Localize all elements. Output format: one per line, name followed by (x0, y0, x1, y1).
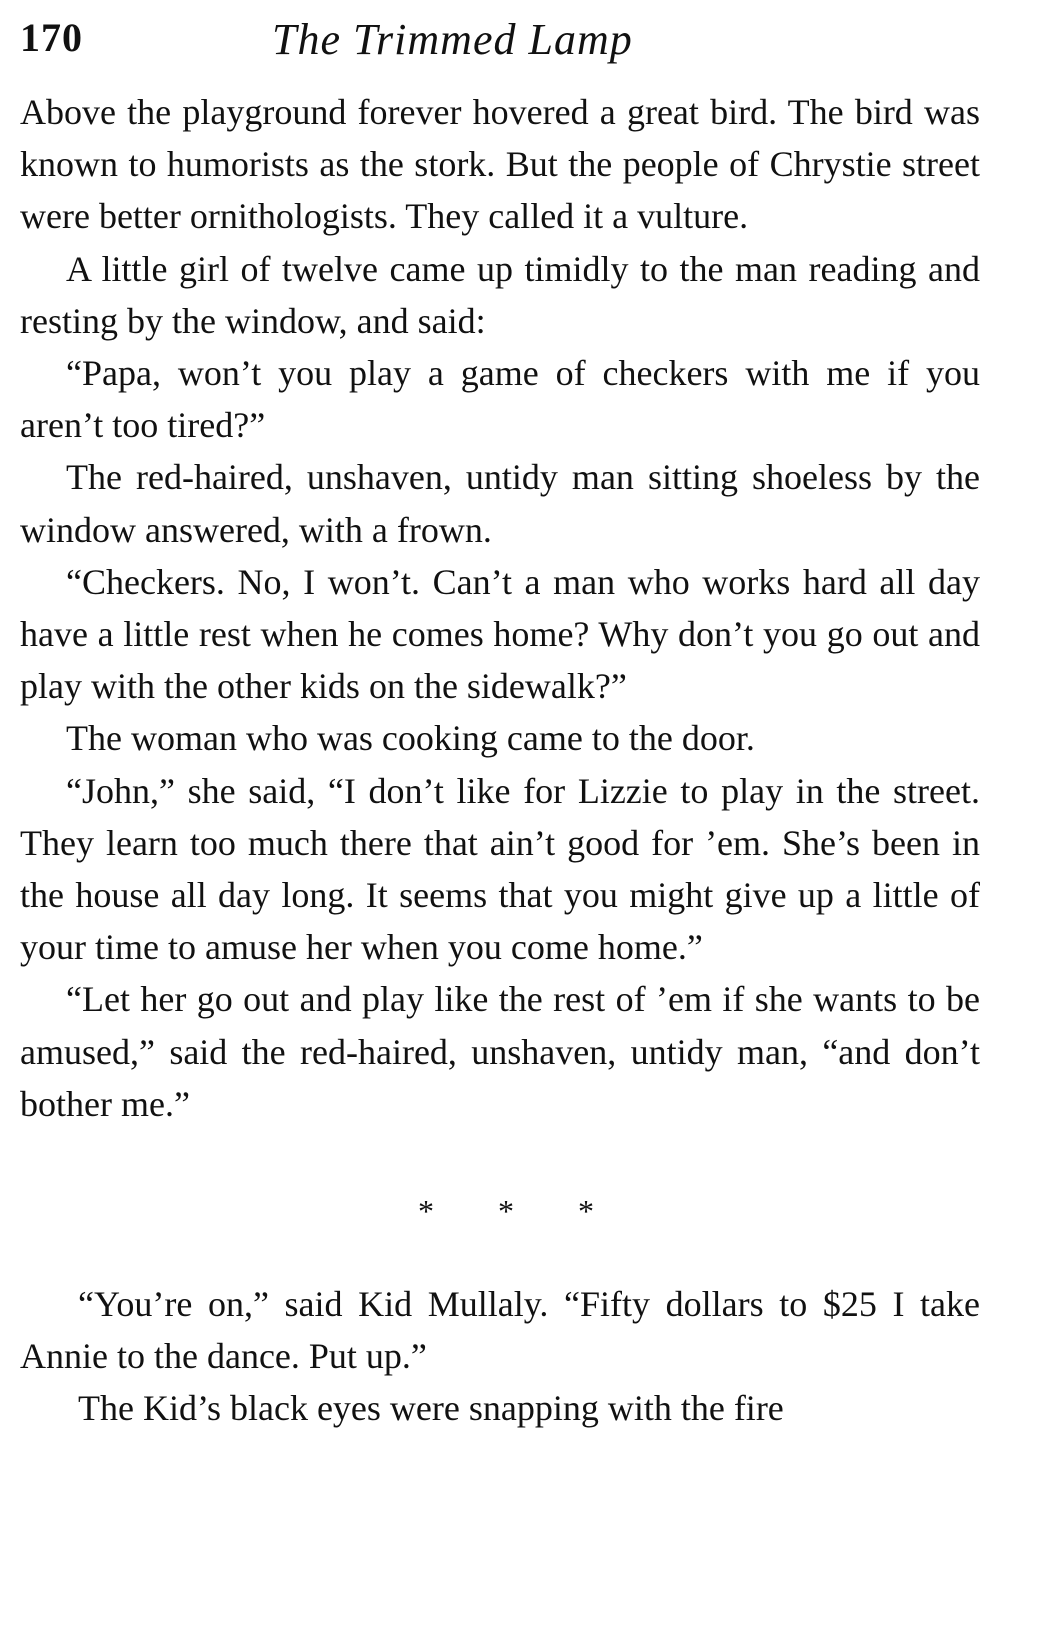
paragraph: “You’re on,” said Kid Mullaly. “Fifty dollars to $25 I take Annie to the dance. Put up.” (20, 1284, 980, 1377)
running-title: The Trimmed Lamp (272, 15, 633, 64)
paragraph: “Checkers. No, I won’t. Can’t a man who works hard all day have a little rest when he comes home? Why don’t you go out and play with the other kids on the sidewalk?” (20, 561, 980, 707)
paragraph: “John,” she said, “I don’t like for Lizzie to play in the street. They learn too much there that ain’t good for ’em. She’s been in the house all day long. It seems that you might give up a little of your time to amuse her when you come home.” (20, 770, 980, 968)
paragraph: The woman who was cooking came to the door. (66, 718, 755, 759)
paragraph: Above the playground forever hovered a great bird. The bird was known to humorists as the stork. But the people of Chrystie street were better ornithologists. They called it a vulture. (20, 92, 980, 237)
paragraph: “Papa, won’t you play a game of checkers with me if you aren’t too tired?” (20, 353, 980, 446)
section-break (20, 1130, 980, 1278)
page-header (20, 14, 980, 74)
paragraph: The red-haired, unshaven, untidy man sitting shoeless by the window answered, with a frown. (20, 457, 980, 550)
paragraph: A little girl of twelve came up timidly to the man reading and resting by the window, and said: (20, 248, 980, 341)
paragraph: “Let her go out and play like the rest of ’em if she wants to be amused,” said the red-haired, unshaven, untidy man, “and don’t bother me.” (20, 979, 980, 1124)
paragraph: The Kid’s black eyes were snapping with the fire (78, 1388, 784, 1429)
page-number: 170 (20, 15, 83, 60)
body-text (20, 86, 980, 1435)
section-break-asterisks: * * * (418, 1192, 622, 1229)
